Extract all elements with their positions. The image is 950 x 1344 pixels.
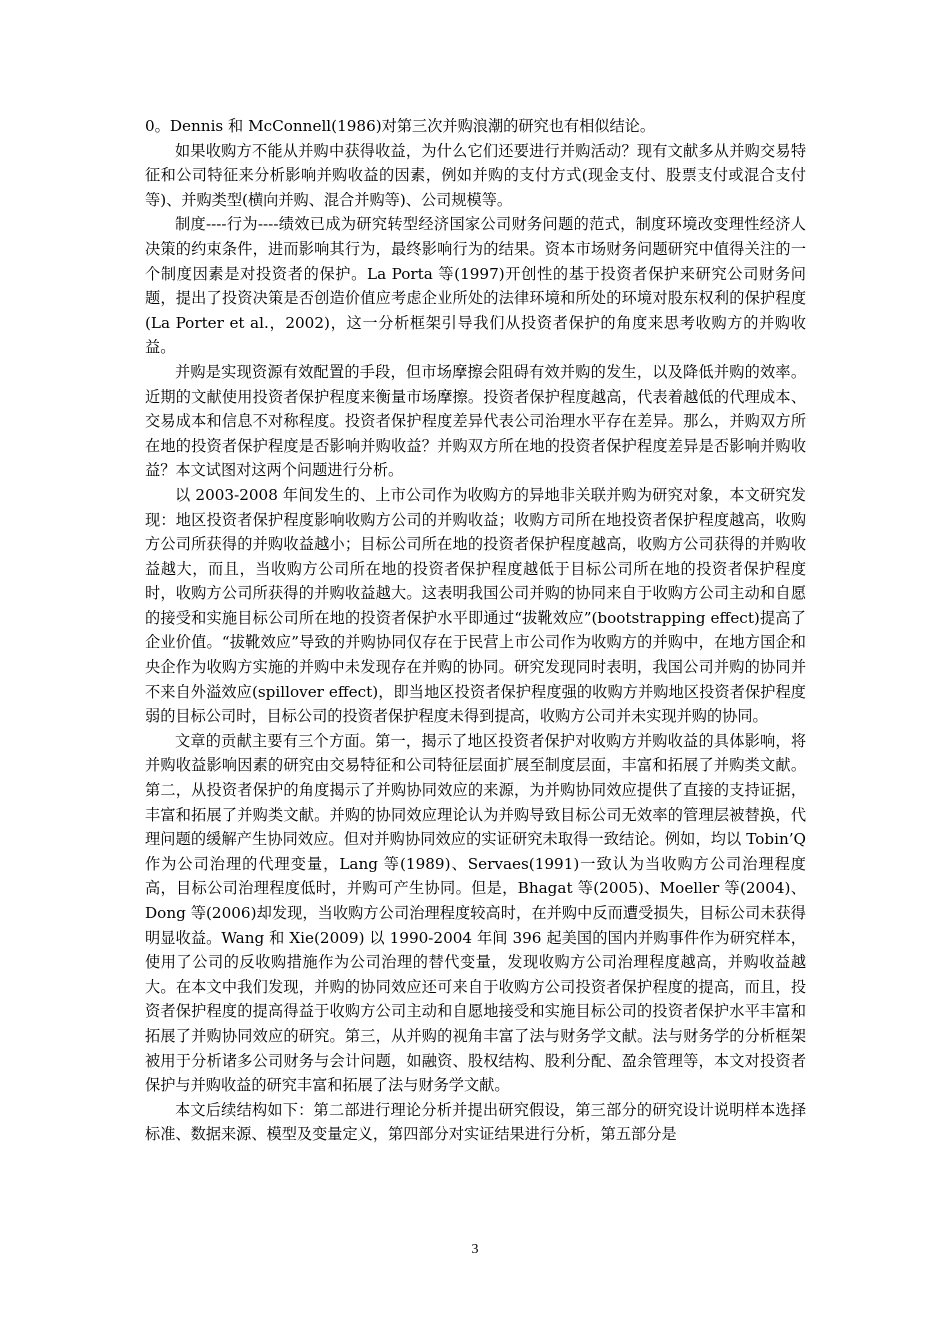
page-number: 3 [471,1242,479,1257]
paragraph-structure: 本文后续结构如下：第二部进行理论分析并提出研究假设，第三部分的研究设计说明样本选择标准、数据来源、模型及变量定义，第四部分对实证结果进行分析，第五部分是 [145,1100,806,1144]
paragraph-market-friction: 并购是实现资源有效配置的手段，但市场摩擦会阻碍有效并购的发生，以及降低并购的效率。近期的文献使用投资者保护程度来衡量市场摩擦。投资者保护程度越高，代表着越低的代理成本、交易成本和信息不对称程度。投资者保护程度差异代表公司治理水平存在差异。那么，并购双方所在地的投资者保护程度是否影响并购收益？并购双方所在地的投资者保护程度差异是否影响并购收益？本文试图对这两个问题进行分析。 [145,362,806,480]
paragraph-research-findings: 以 2003-2008 年间发生的、上市公司作为收购方的异地非关联并购为研究对象，本文研究发现：地区投资者保护程度影响收购方公司的并购收益；收购方司所在地投资者保护程度越高，收购方公司所获得的并购收益越小；目标公司所在地的投资者保护程度越高，收购方公司获得的并购收益越大，而且，当收购方公司所在地的投资者保护程度越低于目标公司所在地的投资者保护程度时，收购方公司所获得的并购收益越大。这表明我国公司并购的协同来自于收购方公司主动和自愿的接受和实施目标公司所在地的投资者保护水平即通过“拔靴效应”(bootstrapping effect)提高了企业价值。“拔靴效应”导致的并购协同仅存在于民营上市公司作为收购方的并购中，在地方国企和央企作为收购方实施的并购中未发现存在并购的协同。研究发现同时表明，我国公司并购的协同并不来自外溢效应(spillover effect)，即当地区投资者保护程度强的收购方并购地区投资者保护程度弱的目标公司时，目标公司的投资者保护程度未得到提高，收购方公司并未实现并购的协同。 [145,485,806,726]
paragraph-continuation: 0。Dennis 和 McConnell(1986)对第三次并购浪潮的研究也有相似结论。 [145,117,656,135]
document-body [145,114,806,1147]
paragraph-acquirer-gains-question: 如果收购方不能从并购中获得收益，为什么它们还要进行并购活动？现有文献多从并购交易特征和公司特征来分析影响并购收益的因素，例如并购的支付方式(现金支付、股票支付或混合支付等)、并购类型(横向并购、混合并购等)、公司规模等。 [145,141,806,209]
paragraph-institution-behavior-performance: 制度----行为----绩效已成为研究转型经济国家公司财务问题的范式，制度环境改变理性经济人决策的约束条件，进而影响其行为，最终影响行为的结果。资本市场财务问题研究中值得关注的一个制度因素是对投资者的保护。La Porta 等(1997)开创性的基于投资者保护来研究公司财务问题，提出了投资决策是否创造价值应考虑企业所处的法律环境和所处的环境对股东权利的保护程度(La Porter et al.，2002)，这一分析框架引导我们从投资者保护的角度来思考收购方的并购收益。 [145,215,806,357]
paragraph-contributions: 文章的贡献主要有三个方面。第一，揭示了地区投资者保护对收购方并购收益的具体影响，将并购收益影响因素的研究由交易特征和公司特征层面扩展至制度层面，丰富和拓展了并购类文献。第二，从投资者保护的角度揭示了并购协同效应的来源，为并购协同效应提供了直接的支持证据，丰富和拓展了并购类文献。并购的协同效应理论认为并购导致目标公司无效率的管理层被替换，代理问题的缓解产生协同效应。但对并购协同效应的实证研究未取得一致结论。例如，均以 Tobin’Q 作为公司治理的代理变量，Lang 等(1989)、Servaes(1991)一致认为当收购方公司治理程度高，目标公司治理程度低时，并购可产生协同。但是，Bhagat 等(2005)、Moeller 等(2004)、Dong 等(2006)却发现，当收购方公司治理程度较高时，在并购中反而遭受损失，目标公司未获得明显收益。Wang 和 Xie(2009) 以 1990-2004 年间 396 起美国的国内并购事件作为研究样本，使用了公司的反收购措施作为公司治理的替代变量，发现收购方公司治理程度越高，并购收益越大。在本文中我们发现，并购的协同效应还可来自于收购方公司投资者保护程度的提高，而且，投资者保护程度的提高得益于收购方公司主动和自愿地接受和实施目标公司的投资者保护水平丰富和拓展了并购协同效应的研究。第三，从并购的视角丰富了法与财务学文献。法与财务学的分析框架被用于分析诸多公司财务与会计问题，如融资、股权结构、股利分配、盈余管理等，本文对投资者保护与并购收益的研究丰富和拓展了法与财务学文献。 [145,731,806,1095]
